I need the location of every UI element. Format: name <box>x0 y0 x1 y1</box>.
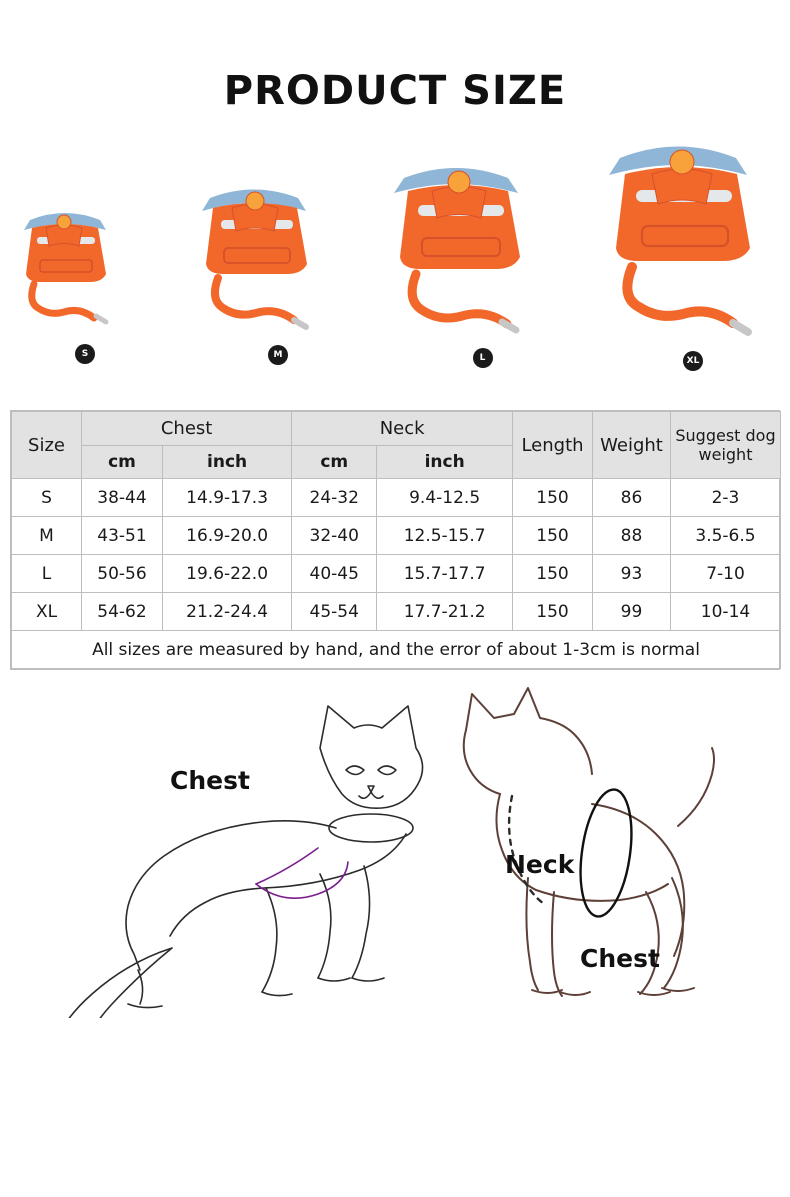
product-item-m <box>188 168 368 365</box>
cell-neck-cm: 40-45 <box>292 555 377 593</box>
measurement-illustration <box>0 688 790 1028</box>
size-table-container <box>10 410 780 670</box>
cell-suggest: 2-3 <box>671 479 781 517</box>
product-label-m: M <box>268 345 288 365</box>
cell-weight: 88 <box>593 517 671 555</box>
cell-neck-inch: 17.7-21.2 <box>377 593 513 631</box>
cell-length: 150 <box>513 517 593 555</box>
cell-length: 150 <box>513 479 593 517</box>
table-row <box>12 593 781 631</box>
page-title: PRODUCT SIZE <box>223 68 567 114</box>
cell-size: XL <box>12 593 82 631</box>
table-row <box>12 555 781 593</box>
header-size: Size <box>12 412 82 479</box>
header-chest-inch: inch <box>162 446 291 479</box>
size-table-head <box>12 412 781 479</box>
header-neck-inch: inch <box>377 446 513 479</box>
cat-diagram <box>20 688 440 1018</box>
size-table <box>11 411 781 669</box>
cell-chest-cm: 54-62 <box>82 593 163 631</box>
cell-chest-inch: 19.6-22.0 <box>162 555 291 593</box>
size-table-body <box>12 479 781 669</box>
cell-size: S <box>12 479 82 517</box>
table-note: All sizes are measured by hand, and the error of about 1-3cm is normal <box>12 631 781 669</box>
harness-illustration-m <box>188 168 368 338</box>
cell-chest-inch: 16.9-20.0 <box>162 517 291 555</box>
cell-neck-inch: 12.5-15.7 <box>377 517 513 555</box>
dog-neck-label: Neck <box>505 850 575 879</box>
cell-chest-cm: 50-56 <box>82 555 163 593</box>
product-label-l: L <box>473 348 493 368</box>
cell-length: 150 <box>513 555 593 593</box>
header-chest: Chest <box>82 412 292 446</box>
cell-weight: 86 <box>593 479 671 517</box>
header-suggest-dog-weight: Suggest dog weight <box>671 412 781 479</box>
header-neck-cm: cm <box>292 446 377 479</box>
cell-chest-inch: 14.9-17.3 <box>162 479 291 517</box>
cell-neck-inch: 9.4-12.5 <box>377 479 513 517</box>
harness-illustration-s <box>10 192 160 337</box>
cat-chest-label: Chest <box>170 766 250 795</box>
cell-suggest: 10-14 <box>671 593 781 631</box>
cell-neck-cm: 45-54 <box>292 593 377 631</box>
dog-chest-label: Chest <box>580 944 660 973</box>
cell-size: L <box>12 555 82 593</box>
table-row <box>12 479 781 517</box>
product-item-xl <box>598 124 788 371</box>
cell-neck-cm: 32-40 <box>292 517 377 555</box>
table-row <box>12 517 781 555</box>
header-weight: Weight <box>593 412 671 479</box>
cell-chest-cm: 43-51 <box>82 517 163 555</box>
cell-size: M <box>12 517 82 555</box>
cell-chest-inch: 21.2-24.4 <box>162 593 291 631</box>
product-label-xl: XL <box>683 351 703 371</box>
product-label-s: S <box>75 344 95 364</box>
header-neck: Neck <box>292 412 513 446</box>
cell-weight: 99 <box>593 593 671 631</box>
header-length: Length <box>513 412 593 479</box>
cell-weight: 93 <box>593 555 671 593</box>
product-image-row <box>0 132 790 402</box>
cell-suggest: 3.5-6.5 <box>671 517 781 555</box>
header-row-groups <box>12 412 781 446</box>
cell-neck-inch: 15.7-17.7 <box>377 555 513 593</box>
header-chest-cm: cm <box>82 446 163 479</box>
product-item-s <box>10 192 160 364</box>
product-item-l <box>380 146 585 368</box>
harness-illustration-xl <box>598 124 788 344</box>
harness-illustration-l <box>380 146 585 341</box>
cell-neck-cm: 24-32 <box>292 479 377 517</box>
table-note-row <box>12 631 781 669</box>
cell-length: 150 <box>513 593 593 631</box>
cell-suggest: 7-10 <box>671 555 781 593</box>
cell-chest-cm: 38-44 <box>82 479 163 517</box>
